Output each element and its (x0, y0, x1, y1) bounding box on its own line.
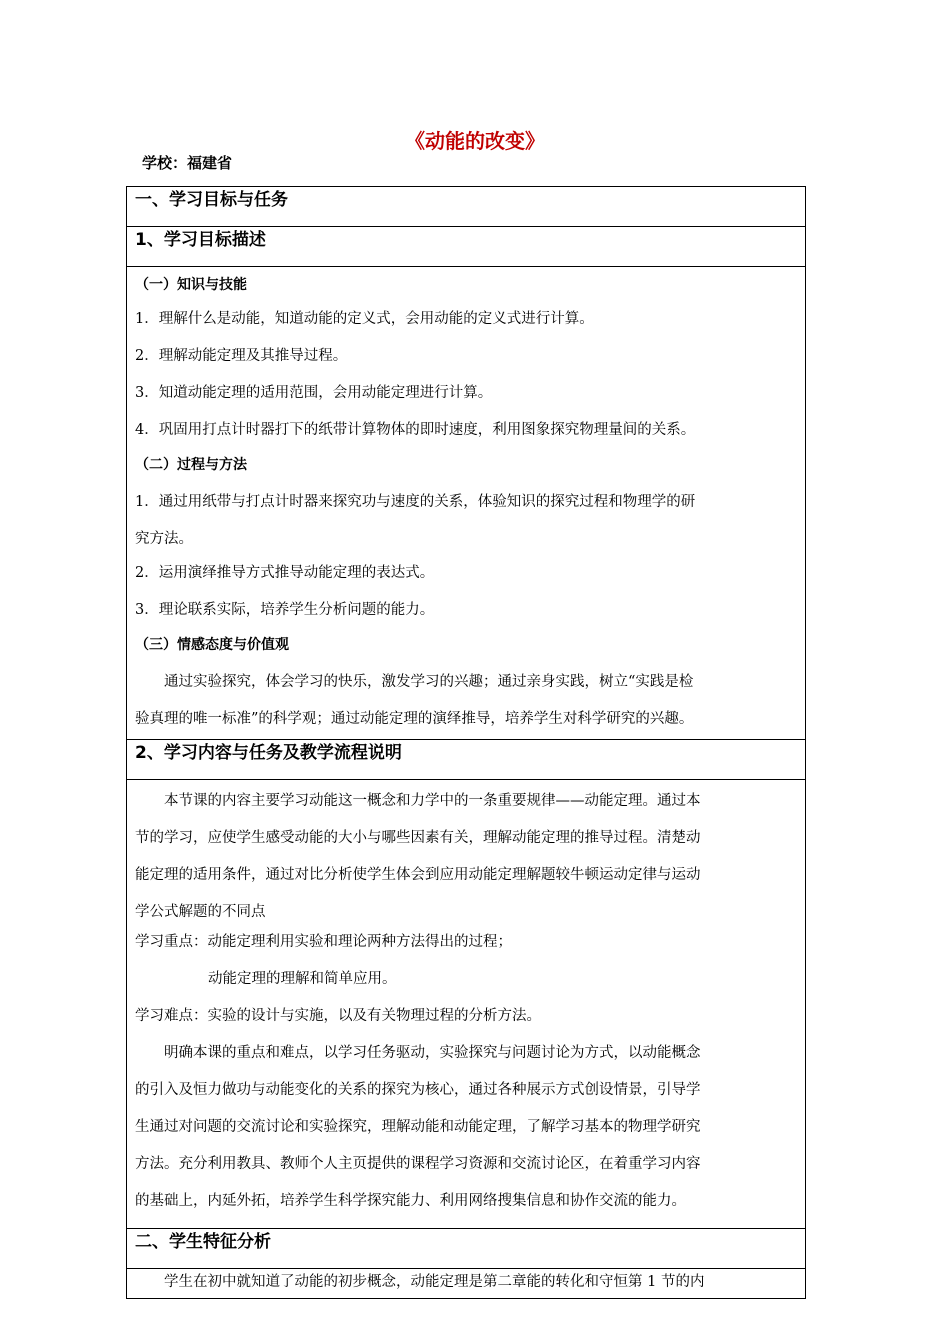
section-heading-content: 2、学习内容与任务及教学流程说明 (127, 740, 805, 780)
key-point-line: 动能定理的理解和简单应用。 (208, 971, 397, 987)
emotion-text: 验真理的唯一标准”的科学观；通过动能定理的演绎推导，培养学生对科学研究的兴趣。 (135, 711, 694, 727)
emotion-text: 通过实验探究，体会学习的快乐，激发学习的兴趣；通过亲身实践，树立“实践是检 (164, 674, 694, 690)
content-paragraph-line: 生通过对问题的交流讨论和实验探究，理解动能和动能定理，了解学习基本的物理学研究 (135, 1119, 701, 1135)
students-text: 学生在初中就知道了动能的初步概念，动能定理是第二章能的转化和守恒第 1 节的内 (164, 1274, 705, 1290)
emotion-heading: （三）情感态度与价值观 (135, 637, 289, 653)
key-point-line: 学习重点：动能定理利用实验和理论两种方法得出的过程； (135, 934, 512, 950)
content-paragraph-line: 的基础上，内延外拓，培养学生科学探究能力、利用网络搜集信息和协作交流的能力。 (135, 1193, 686, 1209)
content-paragraph-line: 能定理的适用条件，通过对比分析使学生体会到应用动能定理解题较牛顿运动定律与运动 (135, 867, 701, 883)
section-heading-goals: 一、学习目标与任务 (127, 187, 805, 227)
process-item: 1．通过用纸带与打点计时器来探究功与速度的关系，体验知识的探究过程和物理学的研 (135, 494, 696, 510)
content-paragraph-line: 学公式解题的不同点 (135, 904, 266, 920)
section-heading-students: 二、学生特征分析 (127, 1229, 805, 1269)
knowledge-item: 1．理解什么是动能，知道动能的定义式，会用动能的定义式进行计算。 (135, 311, 594, 327)
goals-cell (127, 267, 805, 740)
difficulty-line: 学习难点：实验的设计与实施，以及有关物理过程的分析方法。 (135, 1008, 541, 1024)
knowledge-item: 3．知道动能定理的适用范围，会用动能定理进行计算。 (135, 385, 493, 401)
content-paragraph-line: 的引入及恒力做功与动能变化的关系的探究为核心，通过各种展示方式创设情景，引导学 (135, 1082, 701, 1098)
content-cell (127, 780, 805, 1229)
document-title: 《动能的改变》 (405, 129, 545, 153)
content-paragraph-line: 方法。充分利用教具、教师个人主页提供的课程学习资源和交流讨论区，在着重学习内容 (135, 1156, 701, 1172)
process-item: 究方法。 (135, 531, 193, 547)
process-item: 2．运用演绎推导方式推导动能定理的表达式。 (135, 565, 435, 581)
students-cell (127, 1269, 805, 1299)
knowledge-item: 2．理解动能定理及其推导过程。 (135, 348, 348, 364)
knowledge-heading: （一）知识与技能 (135, 277, 247, 293)
knowledge-item: 4．巩固用打点计时器打下的纸带计算物体的即时速度，利用图象探究物理量间的关系。 (135, 422, 696, 438)
process-heading: （二）过程与方法 (135, 457, 247, 473)
section-heading-goal-description: 1、学习目标描述 (127, 227, 805, 267)
lesson-table (126, 186, 806, 1299)
content-paragraph-line: 本节课的内容主要学习动能这一概念和力学中的一条重要规律——动能定理。通过本 (164, 793, 701, 809)
content-paragraph-line: 明确本课的重点和难点，以学习任务驱动，实验探究与问题讨论为方式，以动能概念 (164, 1045, 701, 1061)
content-paragraph-line: 节的学习，应使学生感受动能的大小与哪些因素有关，理解动能定理的推导过程。清楚动 (135, 830, 701, 846)
process-item: 3．理论联系实际，培养学生分析问题的能力。 (135, 602, 435, 618)
school-label: 学校：福建省 (142, 154, 233, 172)
